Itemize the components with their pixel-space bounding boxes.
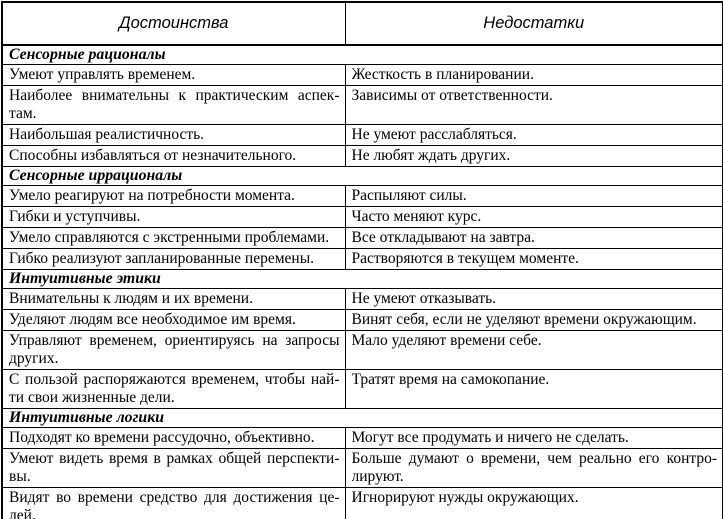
advantage-cell — [2, 370, 345, 409]
disadvantage-cell — [345, 186, 723, 207]
cell-line: Управляют временем, ориентируясь на запросы — [9, 332, 340, 349]
table-row — [2, 370, 723, 409]
cell-line: Мало уделяют времени себе. — [351, 332, 542, 349]
disadvantage-cell — [345, 228, 723, 249]
disadvantage-cell — [345, 310, 723, 331]
table-row — [2, 125, 723, 146]
cell-line: Гибки и уступчивы. — [9, 208, 141, 225]
section-row — [2, 167, 723, 186]
cell-line: Игнорируют нужды окружающих. — [351, 489, 579, 506]
disadvantage-cell — [345, 207, 723, 228]
section-title: Интуитивные логики — [2, 409, 723, 428]
cell-line: Растворяются в текущем моменте. — [351, 250, 579, 267]
table-row — [2, 249, 723, 270]
disadvantage-cell — [345, 331, 723, 370]
advantage-cell — [2, 310, 345, 331]
cell-line: С пользой распоряжаются временем, чтобы най- — [9, 371, 340, 388]
disadvantage-cell — [345, 289, 723, 310]
table-body — [2, 45, 723, 519]
cell-line: Умело реагируют на потребности момента. — [9, 187, 295, 204]
cell-line: других. — [9, 350, 59, 367]
disadvantages-column-header: Недостатки — [345, 2, 723, 45]
table-row — [2, 146, 723, 167]
cell-line: Гибко реализуют запланированные перемены. — [9, 250, 314, 267]
advantage-cell — [2, 331, 345, 370]
advantage-cell — [2, 65, 345, 86]
cell-line: Уделяют людям все необходимое им время. — [9, 311, 296, 328]
table-row — [2, 289, 723, 310]
disadvantage-cell — [345, 488, 723, 519]
cell-line: Способны избавляться от незначительного. — [9, 147, 297, 164]
cell-line: Все откладывают на завтра. — [351, 229, 535, 246]
advantage-cell — [2, 207, 345, 228]
advantages-column-header: Достоинства — [2, 2, 345, 45]
disadvantage-cell — [345, 86, 723, 125]
cell-line: Винят себя, если не уделяют времени окружающим. — [351, 311, 697, 328]
table-row — [2, 310, 723, 331]
section-row — [2, 409, 723, 428]
cell-line: Наибольшая реалистичность. — [9, 126, 205, 143]
disadvantage-cell — [345, 249, 723, 270]
advantage-cell — [2, 86, 345, 125]
cell-line: Умеют управлять временем. — [9, 66, 196, 83]
table-row — [2, 65, 723, 86]
advantage-cell — [2, 186, 345, 207]
disadvantage-cell — [345, 146, 723, 167]
cell-line: Жесткость в планировании. — [351, 66, 534, 83]
disadvantage-cell — [345, 370, 723, 409]
table-row — [2, 449, 723, 488]
section-row — [2, 270, 723, 289]
advantage-cell — [2, 228, 345, 249]
advantage-cell — [2, 289, 345, 310]
cell-line: ти свои жизненные дели. — [9, 389, 175, 406]
table-row — [2, 86, 723, 125]
section-title: Интуитивные этики — [2, 270, 723, 289]
cell-line: Распыляют силы. — [351, 187, 467, 204]
cell-line: там. — [9, 105, 37, 122]
cell-line: Не умеют отказывать. — [351, 290, 497, 307]
advantage-cell — [2, 488, 345, 519]
cell-line: Видят во времени средство для достижения це- — [9, 489, 340, 506]
advantage-cell — [2, 449, 345, 488]
cell-line: Умело справляются с экстренными проблемами. — [9, 229, 330, 246]
section-title: Сенсорные рационалы — [2, 45, 723, 65]
cell-line: Умеют видеть время в рамках общей перспекти- — [9, 450, 340, 467]
advantage-cell — [2, 249, 345, 270]
advantage-cell — [2, 428, 345, 449]
cell-line: Внимательны к людям и их времени. — [9, 290, 253, 307]
pros-cons-table — [1, 1, 723, 519]
table-row — [2, 186, 723, 207]
disadvantage-cell — [345, 65, 723, 86]
cell-line: Наиболее внимательны к практическим аспек- — [9, 87, 340, 104]
disadvantage-cell — [345, 428, 723, 449]
cell-line: Не умеют расслабляться. — [351, 126, 517, 143]
disadvantage-cell — [345, 449, 723, 488]
cell-line: Не любят ждать других. — [351, 147, 511, 164]
header-row — [2, 2, 723, 45]
cell-line: лируют. — [351, 468, 404, 485]
cell-line: Зависимы от ответственности. — [351, 87, 553, 104]
cell-line: вы. — [9, 468, 31, 485]
advantage-cell — [2, 146, 345, 167]
table-row — [2, 207, 723, 228]
cell-line: Больше думают о времени, чем реально его контро- — [351, 450, 717, 467]
cell-line: Тратят время на самокопание. — [351, 371, 550, 388]
section-row — [2, 45, 723, 65]
cell-line: Могут все продумать и ничего не сделать. — [351, 429, 629, 446]
cell-line: Подходят ко времени рассудочно, объективно. — [9, 429, 315, 446]
table-row — [2, 488, 723, 519]
table-row — [2, 428, 723, 449]
advantage-cell — [2, 125, 345, 146]
table-row — [2, 331, 723, 370]
section-title: Сенсорные иррационалы — [2, 167, 723, 186]
cell-line: Часто меняют курс. — [351, 208, 482, 225]
table-row — [2, 228, 723, 249]
cell-line: лей. — [9, 507, 36, 519]
disadvantage-cell — [345, 125, 723, 146]
